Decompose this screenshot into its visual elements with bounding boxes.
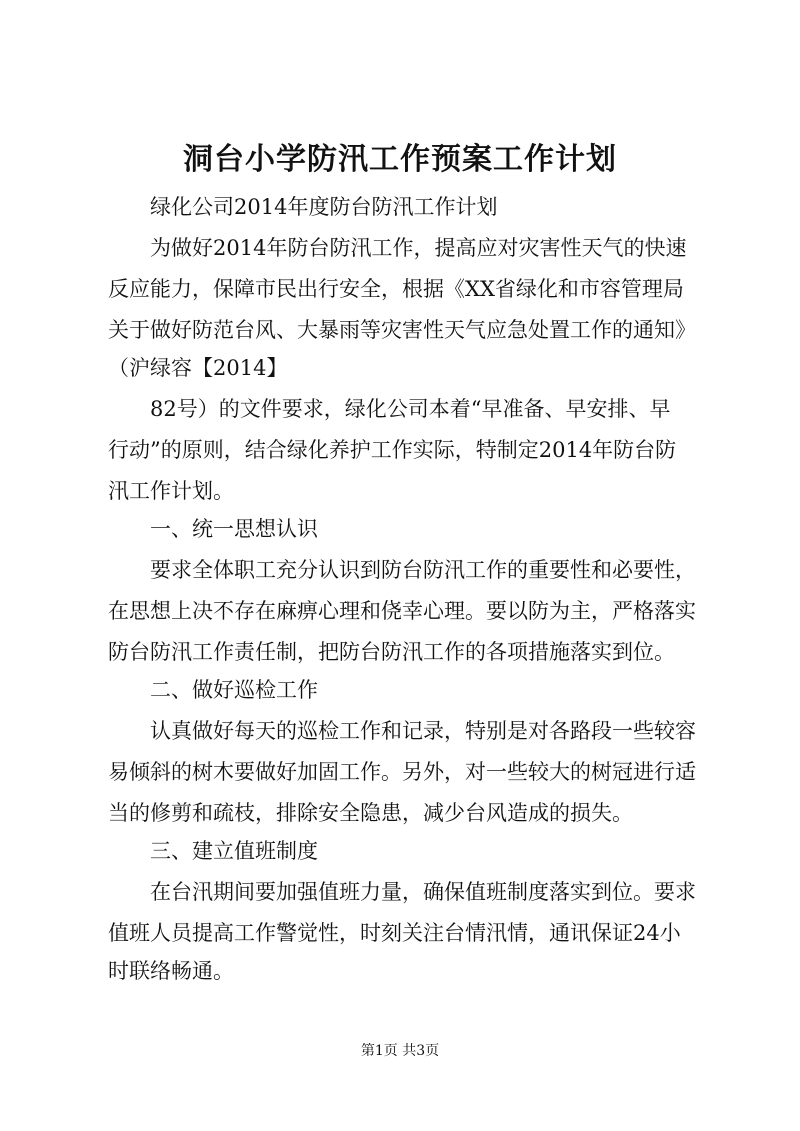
body-line-6: 82号）的文件要求，绿化公司本着“早准备、早安排、早: [108, 397, 671, 421]
body-line-19: 值班人员提高工作警觉性，时刻关注台情汛情，通讯保证24小: [108, 921, 681, 945]
body-line-12: 防台防汛工作责任制，把防台防汛工作的各项措施落实到位。: [108, 640, 675, 664]
body-line-18: 在台汛期间要加强值班力量，确保值班制度落实到位。要求: [108, 880, 696, 904]
body-line-14: 认真做好每天的巡检工作和记录，特别是对各路段一些较容: [108, 719, 696, 743]
body-line-16: 当的修剪和疏枝，排除安全隐患，减少台风造成的损失。: [108, 801, 633, 825]
body-line-1: 绿化公司2014年度防台防汛工作计划: [108, 195, 498, 219]
body-line-5: （沪绿容【2014】: [108, 356, 288, 380]
body-line-4: 关于做好防范台风、大暴雨等灾害性天气应急处置工作的通知》: [108, 318, 696, 342]
section-heading-3: 三、建立值班制度: [108, 839, 318, 863]
page-footer: 第1页 共3页: [360, 1043, 440, 1059]
section-heading-2: 二、做好巡检工作: [108, 678, 318, 702]
page-title: 洞台小学防汛工作预案工作计划: [183, 142, 617, 177]
body-line-8: 汛工作计划。: [108, 479, 234, 503]
body-line-3: 反应能力，保障市民出行安全，根据《XX省绿化和市容管理局: [108, 277, 684, 301]
section-heading-1: 一、统一思想认识: [108, 517, 318, 541]
body-line-2: 为做好2014年防台防汛工作，提高应对灾害性天气的快速: [108, 236, 687, 260]
body-line-20: 时联络畅通。: [108, 959, 234, 983]
body-line-10: 要求全体职工充分认识到防台防汛工作的重要性和必要性，: [108, 558, 696, 582]
body-line-15: 易倾斜的树木要做好加固工作。另外，对一些较大的树冠进行适: [108, 760, 696, 784]
body-line-7: 行动”的原则，结合绿化养护工作实际，特制定2014年防台防: [108, 438, 677, 462]
body-line-11: 在思想上决不存在麻痹心理和侥幸心理。要以防为主，严格落实: [108, 599, 696, 623]
